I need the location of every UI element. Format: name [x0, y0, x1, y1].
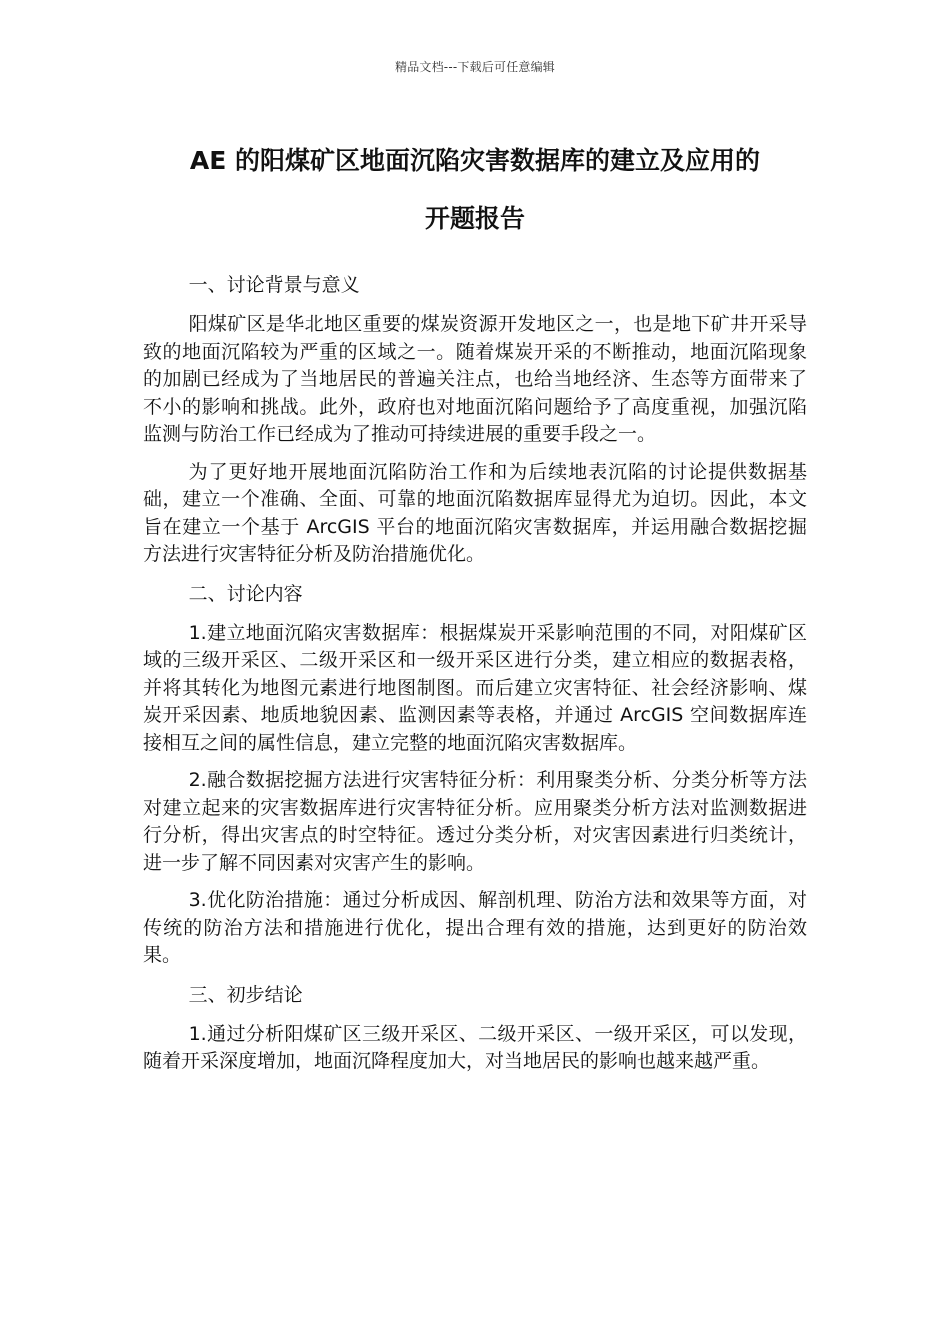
document-title-line-1: AE 的阳煤矿区地面沉陷灾害数据库的建立及应用的: [189, 146, 761, 175]
section-heading-content: 二、讨论内容: [188, 582, 303, 605]
paragraph-content-1: 1.建立地面沉陷灾害数据库：根据煤炭开采影响范围的不同，对阳煤矿区域的三级开采区、二级开采区和一级开采区进行分类，建立相应的数据表格，并将其转化为地图元素进行地图制图。而后建立灾害特征、社会经济影响、煤炭开采因素、地质地貌因素、监测因素等表格，并通过 ArcGIS 空间数据库连接相互之间的属性信息，建立完整的地面沉陷灾害数据库。: [143, 621, 807, 754]
paragraph-content-3: 3.优化防治措施：通过分析成因、解剖机理、防治方法和效果等方面，对传统的防治方法和措施进行优化，提出合理有效的措施，达到更好的防治效果。: [143, 889, 807, 966]
paragraph-background-2: 为了更好地开展地面沉陷防治工作和为后续地表沉陷的讨论提供数据基础，建立一个准确、全面、可靠的地面沉陷数据库显得尤为迫切。因此，本文旨在建立一个基于 ArcGIS 平台的地面沉陷灾害数据库，并运用融合数据挖掘方法进行灾害特征分析及防治措施优化。: [143, 460, 807, 565]
page-header-note: 精品文档---下载后可任意编辑: [395, 60, 555, 74]
document-title: [100, 132, 850, 248]
paragraph-background-1: 阳煤矿区是华北地区重要的煤炭资源开发地区之一，也是地下矿井开采导致的地面沉陷较为严重的区域之一。随着煤炭开采的不断推动，地面沉陷现象的加剧已经成为了当地居民的普遍关注点，也给当地经济、生态等方面带来了不小的影响和挑战。此外，政府也对地面沉陷问题给予了高度重视，加强沉陷监测与防治工作已经成为了推动可持续进展的重要手段之一。: [143, 313, 807, 445]
section-heading-conclusion: 三、初步结论: [188, 983, 303, 1006]
section-heading-background: 一、讨论背景与意义: [188, 274, 360, 296]
paragraph-conclusion-1: 1.通过分析阳煤矿区三级开采区、二级开采区、一级开采区，可以发现，随着开采深度增加，地面沉降程度加大，对当地居民的影响也越来越严重。: [143, 1022, 807, 1072]
document-title-line-2: 开题报告: [424, 204, 525, 233]
paragraph-content-2: 2.融合数据挖掘方法进行灾害特征分析：利用聚类分析、分类分析等方法对建立起来的灾害数据库进行灾害特征分析。应用聚类分析方法对监测数据进行分析，得出灾害点的时空特征。透过分类分析，对灾害因素进行归类统计，进一步了解不同因素对灾害产生的影响。: [143, 769, 807, 874]
document-body: [143, 270, 807, 1086]
